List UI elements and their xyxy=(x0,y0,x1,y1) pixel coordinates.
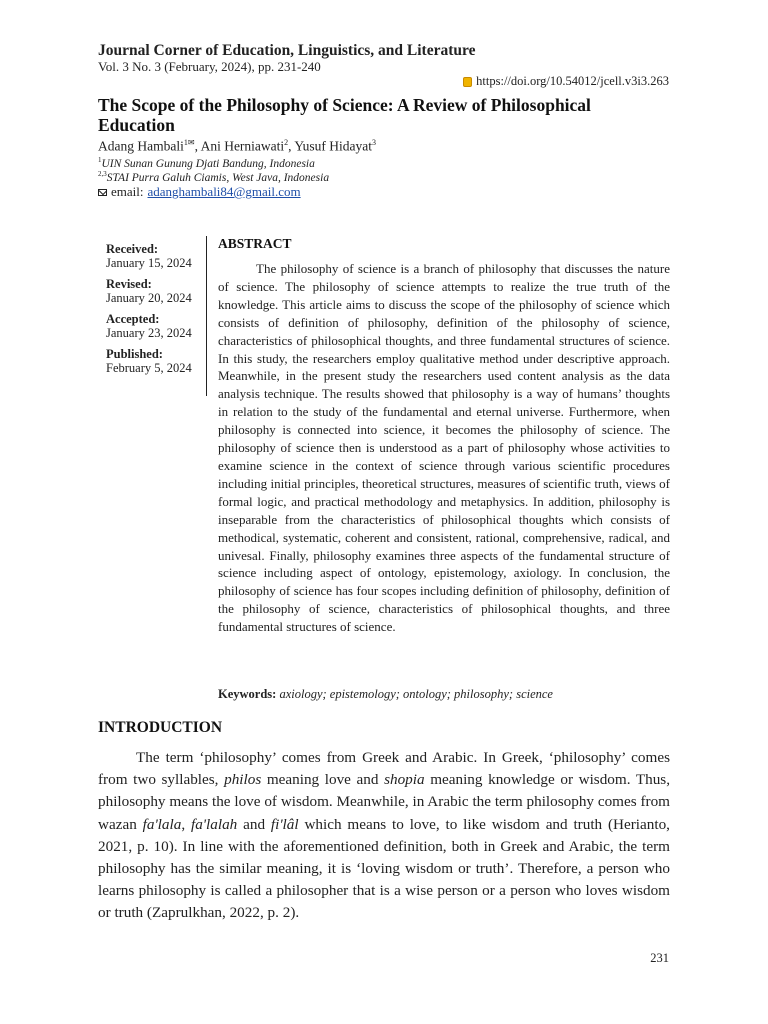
affiliation xyxy=(98,170,329,184)
author-name: Adang Hambali xyxy=(98,138,184,154)
author-name: , Ani Herniawati xyxy=(194,138,285,154)
doi-line xyxy=(463,74,669,89)
keywords-list: axiology; epistemology; ontology; philosophy; science xyxy=(279,687,553,701)
keywords xyxy=(218,687,553,702)
affiliation-text: STAI Purra Galuh Ciamis, West Java, Indonesia xyxy=(106,171,330,184)
accepted-label: Accepted: xyxy=(106,312,160,326)
author-name: , Yusuf Hidayat xyxy=(288,138,373,154)
volume-line: Vol. 3 No. 3 (February, 2024), pp. 231-240 xyxy=(98,59,321,74)
author-affiliation-mark: 1✉ xyxy=(183,138,195,147)
introduction-heading: INTRODUCTION xyxy=(98,719,223,736)
email-link[interactable]: adanghambali84@gmail.com xyxy=(147,184,301,199)
received-date: January 15, 2024 xyxy=(106,256,192,270)
author-list xyxy=(98,138,376,155)
intro-text: and xyxy=(237,815,271,833)
intro-text: meaning love and xyxy=(261,771,385,789)
doi-link[interactable]: https://doi.org/10.54012/jcell.v3i3.263 xyxy=(476,74,669,88)
article-history xyxy=(106,242,206,382)
intro-term: philos xyxy=(224,771,262,789)
affiliation-mark: 2,3 xyxy=(98,170,107,178)
intro-term: fa'lala xyxy=(142,815,182,833)
affiliation xyxy=(98,156,315,170)
accepted-date: January 23, 2024 xyxy=(106,326,192,340)
journal-name: Journal Corner of Education, Linguistics, and Literature xyxy=(98,42,476,59)
author-affiliation-mark: 2 xyxy=(284,138,289,147)
email-label: email: xyxy=(111,184,144,199)
doi-lock-icon xyxy=(463,77,472,87)
received-label: Received: xyxy=(106,242,159,256)
keywords-label: Keywords: xyxy=(218,687,277,701)
affiliation-mark: 1 xyxy=(98,156,102,164)
abstract-divider xyxy=(206,236,207,396)
intro-text: meaning knowledge or wisdom. Thus, philosophy means the love of wisdom. Meanwhile, in Arabic the term philosophy comes from wazan xyxy=(98,771,671,833)
revised-date: January 20, 2024 xyxy=(106,291,192,305)
abstract-heading: ABSTRACT xyxy=(218,236,292,251)
published-label: Published: xyxy=(106,347,163,361)
affiliation-text: UIN Sunan Gunung Djati Bandung, Indonesia xyxy=(101,157,315,170)
revised-label: Revised: xyxy=(106,277,152,291)
author-affiliation-mark: 3 xyxy=(372,138,377,147)
envelope-icon xyxy=(98,189,107,196)
introduction-paragraph xyxy=(98,747,670,925)
intro-term: fi'lâl xyxy=(270,815,299,833)
intro-text: , xyxy=(181,815,191,833)
page-number: 231 xyxy=(650,951,669,965)
intro-text: The term ‘philosophy’ comes from Greek and Arabic. In Greek, ‘philosophy’ comes from two syllables, xyxy=(98,749,670,789)
intro-text: which means to love, to like wisdom and truth (Herianto, 2021, p. 10). In line with the aforementioned definition, both in Greek and Arabic, the term philosophy has the similar meaning, it is ‘loving wisdom or truth’. Therefore, a person who learns philosophy is called a philosopher that is a wise person or a person who loves wisdom or truth (Zaprulkhan, 2022, p. 2). xyxy=(98,815,670,922)
abstract-body: The philosophy of science is a branch of philosophy that discusses the nature of science. The philosophy of science attempts to realize the true truth of the knowledge. This article aims to discuss the scope of the philosophy of science which consists of definition of philosophy, definition of the philosophy of science, characteristics of philosophical thoughts, and three fundamental structures of science. In this study, the researchers employ qualitative method under descriptive approach. Meanwhile, in the present study the researchers used content analysis as the data analysis technique. The results showed that philosophy is a way of humans’ thoughts in relation to the study of the fundamental and eternal universe. Furthermore, when philosophy is connected into science, it becomes the philosophy of science. The philosophy of science then is understood as a part of philosophy whose activities to examine science in the context of science through various scientific procedures including initial principles, theoretical structures, measures of scientific truth, views of formal logic, and practical methodology and metaphysics. In addition, philosophy is inseparable from the characteristics of philosophical thoughts which consists of methodical, systematic, coherent and consistent, rational, comprehensive, radical, and univesal. Finally, philosophy examines three aspects of the fundamental structure of science including aspect of ontology, epistemology, axiology. In conclusion, the philosophy of science has four scopes including definition of philosophy, definition of the philosophy of science, characteristics of philosophical thoughts, and three fundamental structures of science. xyxy=(218,261,670,635)
email-line xyxy=(98,184,301,200)
intro-term: fa'lalah xyxy=(190,815,238,833)
intro-term: shopia xyxy=(384,771,425,789)
paper-title: The Scope of the Philosophy of Science: A Review of Philosophical Education xyxy=(98,95,591,135)
published-date: February 5, 2024 xyxy=(106,361,192,375)
